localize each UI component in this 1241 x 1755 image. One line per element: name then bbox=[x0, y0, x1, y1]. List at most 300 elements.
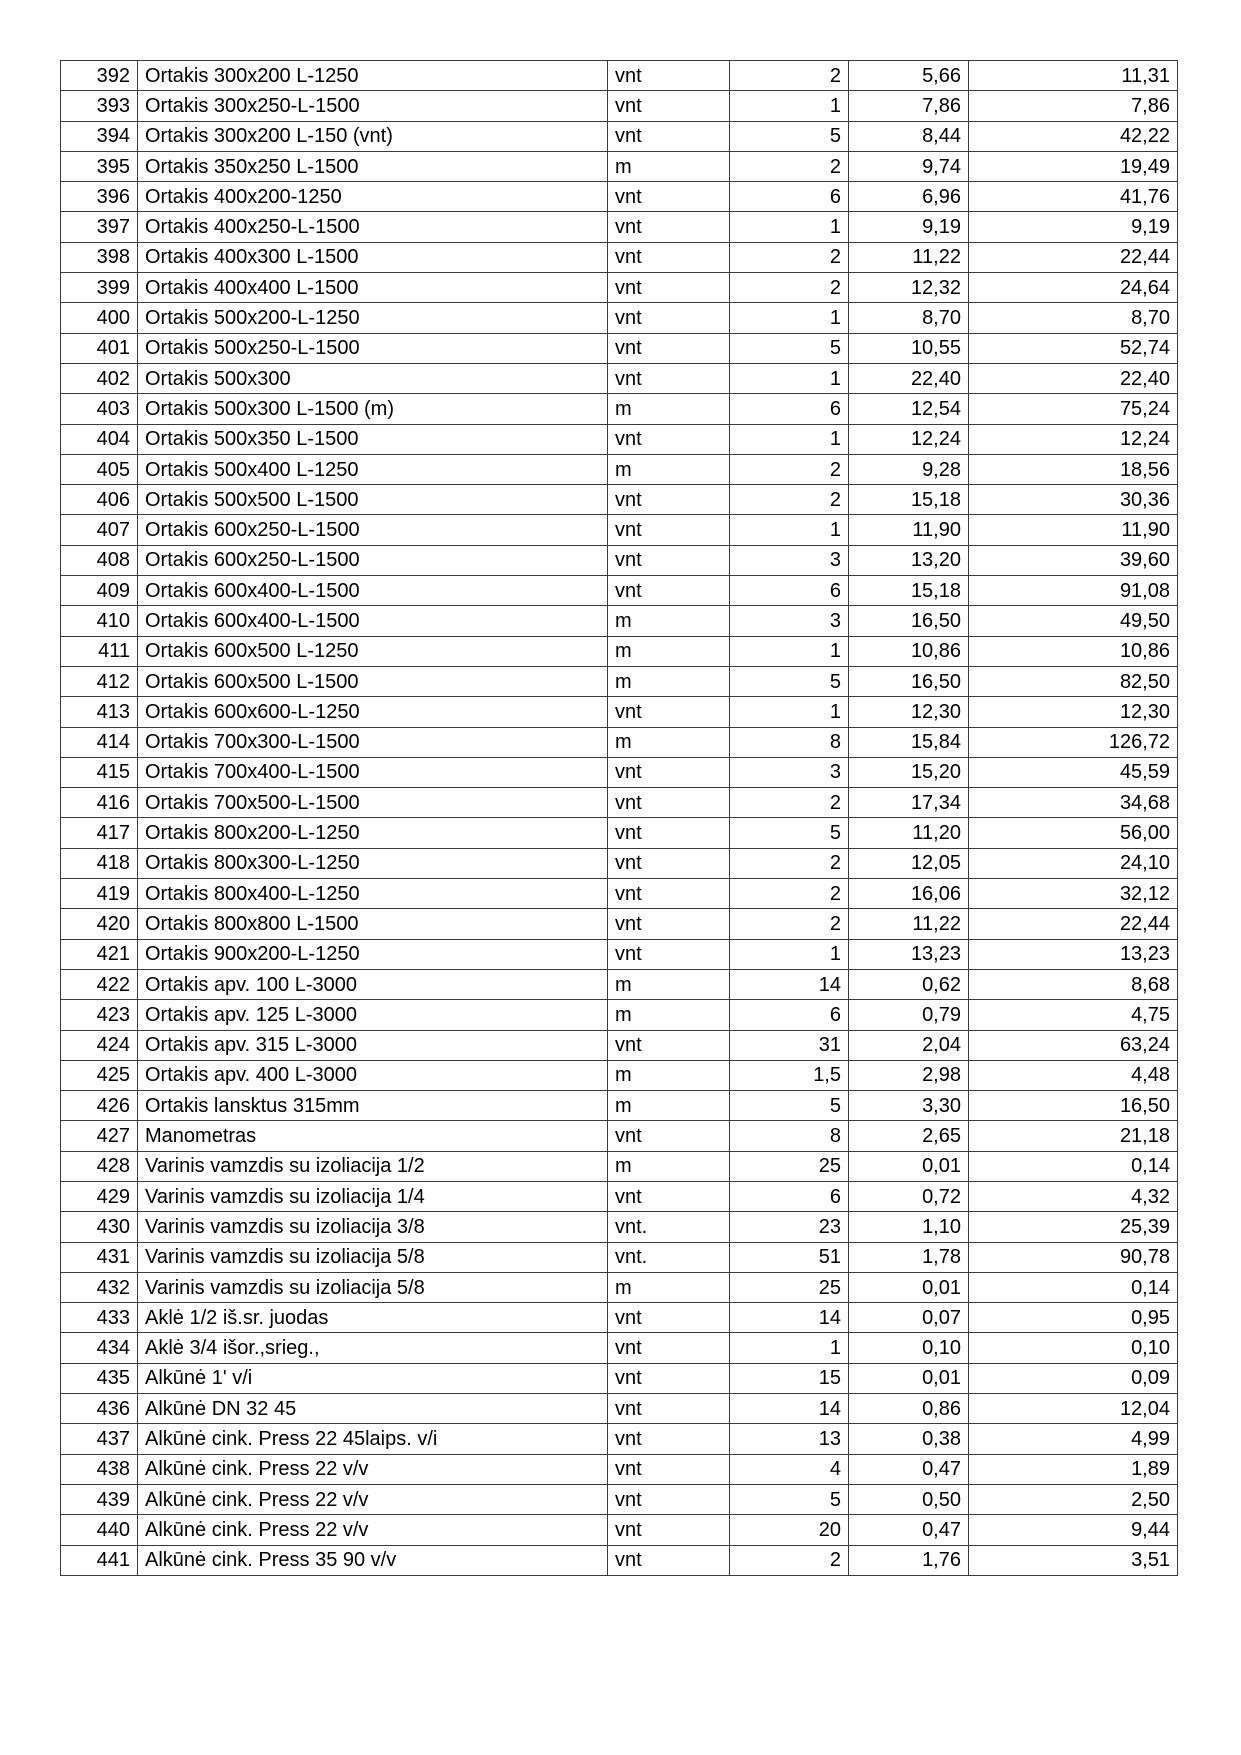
total-cell: 32,12 bbox=[969, 879, 1178, 909]
item-name-cell: Ortakis 300x200 L-1250 bbox=[138, 61, 608, 91]
quantity-cell: 2 bbox=[730, 485, 849, 515]
item-name-cell: Alkūnė DN 32 45 bbox=[138, 1394, 608, 1424]
table-row bbox=[61, 273, 1178, 303]
unit-price-cell: 22,40 bbox=[849, 363, 969, 393]
row-number-cell: 426 bbox=[61, 1091, 138, 1121]
unit-price-cell: 0,50 bbox=[849, 1484, 969, 1514]
item-name-cell: Alkūnė cink. Press 35 90 v/v bbox=[138, 1545, 608, 1575]
unit-cell: vnt bbox=[608, 545, 730, 575]
unit-price-cell: 15,84 bbox=[849, 727, 969, 757]
quantity-cell: 1 bbox=[730, 697, 849, 727]
unit-cell: m bbox=[608, 1272, 730, 1302]
total-cell: 30,36 bbox=[969, 485, 1178, 515]
row-number-cell: 427 bbox=[61, 1121, 138, 1151]
total-cell: 1,89 bbox=[969, 1454, 1178, 1484]
item-name-cell: Ortakis 800x800 L-1500 bbox=[138, 909, 608, 939]
table-row bbox=[61, 666, 1178, 696]
total-cell: 12,04 bbox=[969, 1394, 1178, 1424]
total-cell: 8,70 bbox=[969, 303, 1178, 333]
item-name-cell: Alkūnė cink. Press 22 45laips. v/i bbox=[138, 1424, 608, 1454]
item-name-cell: Ortakis 700x400-L-1500 bbox=[138, 757, 608, 787]
quantity-cell: 3 bbox=[730, 545, 849, 575]
item-name-cell: Ortakis 500x500 L-1500 bbox=[138, 485, 608, 515]
row-number-cell: 422 bbox=[61, 969, 138, 999]
quantity-cell: 6 bbox=[730, 182, 849, 212]
table-row bbox=[61, 61, 1178, 91]
unit-cell: m bbox=[608, 1000, 730, 1030]
total-cell: 39,60 bbox=[969, 545, 1178, 575]
unit-price-cell: 12,05 bbox=[849, 848, 969, 878]
row-number-cell: 420 bbox=[61, 909, 138, 939]
table-row bbox=[61, 1303, 1178, 1333]
unit-price-cell: 9,74 bbox=[849, 151, 969, 181]
item-name-cell: Ortakis 500x300 bbox=[138, 363, 608, 393]
unit-price-cell: 0,47 bbox=[849, 1454, 969, 1484]
row-number-cell: 418 bbox=[61, 848, 138, 878]
total-cell: 25,39 bbox=[969, 1212, 1178, 1242]
unit-price-cell: 9,19 bbox=[849, 212, 969, 242]
quantity-cell: 2 bbox=[730, 788, 849, 818]
unit-price-cell: 16,06 bbox=[849, 879, 969, 909]
unit-cell: m bbox=[608, 606, 730, 636]
item-name-cell: Varinis vamzdis su izoliacija 5/8 bbox=[138, 1242, 608, 1272]
row-number-cell: 435 bbox=[61, 1363, 138, 1393]
unit-cell: vnt bbox=[608, 1303, 730, 1333]
quantity-cell: 2 bbox=[730, 1545, 849, 1575]
table-row bbox=[61, 1484, 1178, 1514]
unit-price-cell: 16,50 bbox=[849, 666, 969, 696]
table-row bbox=[61, 242, 1178, 272]
item-name-cell: Ortakis 500x300 L-1500 (m) bbox=[138, 394, 608, 424]
unit-cell: vnt bbox=[608, 788, 730, 818]
table-row bbox=[61, 636, 1178, 666]
quantity-cell: 1 bbox=[730, 363, 849, 393]
row-number-cell: 399 bbox=[61, 273, 138, 303]
item-name-cell: Manometras bbox=[138, 1121, 608, 1151]
unit-cell: vnt bbox=[608, 485, 730, 515]
table-row bbox=[61, 1000, 1178, 1030]
table-row bbox=[61, 121, 1178, 151]
row-number-cell: 417 bbox=[61, 818, 138, 848]
unit-price-cell: 1,10 bbox=[849, 1212, 969, 1242]
table-row bbox=[61, 576, 1178, 606]
total-cell: 4,48 bbox=[969, 1060, 1178, 1090]
item-name-cell: Ortakis 350x250 L-1500 bbox=[138, 151, 608, 181]
quantity-cell: 1,5 bbox=[730, 1060, 849, 1090]
unit-price-cell: 1,76 bbox=[849, 1545, 969, 1575]
unit-cell: vnt bbox=[608, 273, 730, 303]
total-cell: 22,40 bbox=[969, 363, 1178, 393]
item-name-cell: Ortakis 500x250-L-1500 bbox=[138, 333, 608, 363]
item-name-cell: Ortakis 700x500-L-1500 bbox=[138, 788, 608, 818]
table-row bbox=[61, 757, 1178, 787]
item-name-cell: Ortakis apv. 100 L-3000 bbox=[138, 969, 608, 999]
quantity-cell: 14 bbox=[730, 1303, 849, 1333]
item-name-cell: Ortakis 800x300-L-1250 bbox=[138, 848, 608, 878]
total-cell: 34,68 bbox=[969, 788, 1178, 818]
row-number-cell: 410 bbox=[61, 606, 138, 636]
unit-cell: vnt bbox=[608, 1484, 730, 1514]
row-number-cell: 415 bbox=[61, 757, 138, 787]
unit-cell: vnt bbox=[608, 1121, 730, 1151]
row-number-cell: 405 bbox=[61, 454, 138, 484]
total-cell: 63,24 bbox=[969, 1030, 1178, 1060]
unit-price-cell: 0,79 bbox=[849, 1000, 969, 1030]
unit-cell: vnt bbox=[608, 121, 730, 151]
unit-cell: vnt bbox=[608, 1181, 730, 1211]
total-cell: 24,10 bbox=[969, 848, 1178, 878]
item-name-cell: Varinis vamzdis su izoliacija 1/2 bbox=[138, 1151, 608, 1181]
total-cell: 9,44 bbox=[969, 1515, 1178, 1545]
item-name-cell: Ortakis 600x400-L-1500 bbox=[138, 576, 608, 606]
item-name-cell: Alkūnė cink. Press 22 v/v bbox=[138, 1484, 608, 1514]
inventory-table bbox=[60, 60, 1178, 1576]
unit-price-cell: 17,34 bbox=[849, 788, 969, 818]
item-name-cell: Ortakis apv. 125 L-3000 bbox=[138, 1000, 608, 1030]
table-row bbox=[61, 1030, 1178, 1060]
unit-cell: vnt bbox=[608, 333, 730, 363]
unit-cell: vnt bbox=[608, 939, 730, 969]
unit-price-cell: 15,18 bbox=[849, 485, 969, 515]
quantity-cell: 25 bbox=[730, 1272, 849, 1302]
table-row bbox=[61, 697, 1178, 727]
unit-cell: vnt bbox=[608, 818, 730, 848]
quantity-cell: 6 bbox=[730, 1181, 849, 1211]
row-number-cell: 430 bbox=[61, 1212, 138, 1242]
quantity-cell: 2 bbox=[730, 454, 849, 484]
unit-price-cell: 12,54 bbox=[849, 394, 969, 424]
row-number-cell: 394 bbox=[61, 121, 138, 151]
row-number-cell: 439 bbox=[61, 1484, 138, 1514]
total-cell: 7,86 bbox=[969, 91, 1178, 121]
unit-cell: m bbox=[608, 1060, 730, 1090]
total-cell: 12,30 bbox=[969, 697, 1178, 727]
total-cell: 4,75 bbox=[969, 1000, 1178, 1030]
total-cell: 0,14 bbox=[969, 1151, 1178, 1181]
total-cell: 13,23 bbox=[969, 939, 1178, 969]
unit-cell: m bbox=[608, 454, 730, 484]
quantity-cell: 13 bbox=[730, 1424, 849, 1454]
table-row bbox=[61, 818, 1178, 848]
unit-price-cell: 11,90 bbox=[849, 515, 969, 545]
row-number-cell: 409 bbox=[61, 576, 138, 606]
row-number-cell: 413 bbox=[61, 697, 138, 727]
unit-price-cell: 3,30 bbox=[849, 1091, 969, 1121]
row-number-cell: 436 bbox=[61, 1394, 138, 1424]
item-name-cell: Ortakis 500x400 L-1250 bbox=[138, 454, 608, 484]
unit-cell: vnt bbox=[608, 1545, 730, 1575]
unit-cell: m bbox=[608, 394, 730, 424]
row-number-cell: 392 bbox=[61, 61, 138, 91]
table-row bbox=[61, 606, 1178, 636]
quantity-cell: 3 bbox=[730, 757, 849, 787]
unit-price-cell: 0,07 bbox=[849, 1303, 969, 1333]
table-row bbox=[61, 454, 1178, 484]
row-number-cell: 440 bbox=[61, 1515, 138, 1545]
unit-price-cell: 9,28 bbox=[849, 454, 969, 484]
row-number-cell: 432 bbox=[61, 1272, 138, 1302]
unit-cell: vnt. bbox=[608, 1212, 730, 1242]
table-row bbox=[61, 1424, 1178, 1454]
quantity-cell: 5 bbox=[730, 666, 849, 696]
unit-price-cell: 0,10 bbox=[849, 1333, 969, 1363]
quantity-cell: 2 bbox=[730, 909, 849, 939]
unit-price-cell: 7,86 bbox=[849, 91, 969, 121]
quantity-cell: 8 bbox=[730, 727, 849, 757]
quantity-cell: 1 bbox=[730, 424, 849, 454]
row-number-cell: 419 bbox=[61, 879, 138, 909]
item-name-cell: Ortakis 600x600-L-1250 bbox=[138, 697, 608, 727]
unit-cell: vnt bbox=[608, 848, 730, 878]
total-cell: 21,18 bbox=[969, 1121, 1178, 1151]
row-number-cell: 433 bbox=[61, 1303, 138, 1333]
item-name-cell: Ortakis 500x350 L-1500 bbox=[138, 424, 608, 454]
item-name-cell: Varinis vamzdis su izoliacija 3/8 bbox=[138, 1212, 608, 1242]
unit-cell: m bbox=[608, 1151, 730, 1181]
table-row bbox=[61, 333, 1178, 363]
item-name-cell: Ortakis 800x400-L-1250 bbox=[138, 879, 608, 909]
total-cell: 16,50 bbox=[969, 1091, 1178, 1121]
table-row bbox=[61, 1545, 1178, 1575]
row-number-cell: 437 bbox=[61, 1424, 138, 1454]
table-row bbox=[61, 727, 1178, 757]
row-number-cell: 406 bbox=[61, 485, 138, 515]
total-cell: 91,08 bbox=[969, 576, 1178, 606]
row-number-cell: 416 bbox=[61, 788, 138, 818]
row-number-cell: 438 bbox=[61, 1454, 138, 1484]
item-name-cell: Varinis vamzdis su izoliacija 5/8 bbox=[138, 1272, 608, 1302]
item-name-cell: Ortakis 600x250-L-1500 bbox=[138, 545, 608, 575]
row-number-cell: 407 bbox=[61, 515, 138, 545]
unit-price-cell: 10,86 bbox=[849, 636, 969, 666]
table-row bbox=[61, 939, 1178, 969]
total-cell: 2,50 bbox=[969, 1484, 1178, 1514]
row-number-cell: 403 bbox=[61, 394, 138, 424]
quantity-cell: 1 bbox=[730, 1333, 849, 1363]
table-row bbox=[61, 545, 1178, 575]
unit-price-cell: 0,01 bbox=[849, 1272, 969, 1302]
item-name-cell: Alkūnė 1' v/i bbox=[138, 1363, 608, 1393]
unit-price-cell: 10,55 bbox=[849, 333, 969, 363]
unit-price-cell: 15,18 bbox=[849, 576, 969, 606]
unit-cell: vnt bbox=[608, 91, 730, 121]
row-number-cell: 396 bbox=[61, 182, 138, 212]
item-name-cell: Ortakis apv. 315 L-3000 bbox=[138, 1030, 608, 1060]
quantity-cell: 2 bbox=[730, 273, 849, 303]
item-name-cell: Ortakis 600x250-L-1500 bbox=[138, 515, 608, 545]
table-row bbox=[61, 1060, 1178, 1090]
row-number-cell: 402 bbox=[61, 363, 138, 393]
quantity-cell: 14 bbox=[730, 969, 849, 999]
row-number-cell: 423 bbox=[61, 1000, 138, 1030]
total-cell: 0,10 bbox=[969, 1333, 1178, 1363]
total-cell: 56,00 bbox=[969, 818, 1178, 848]
total-cell: 10,86 bbox=[969, 636, 1178, 666]
total-cell: 52,74 bbox=[969, 333, 1178, 363]
table-row bbox=[61, 1272, 1178, 1302]
item-name-cell: Ortakis lansktus 315mm bbox=[138, 1091, 608, 1121]
unit-cell: m bbox=[608, 666, 730, 696]
quantity-cell: 2 bbox=[730, 848, 849, 878]
item-name-cell: Ortakis 300x200 L-150 (vnt) bbox=[138, 121, 608, 151]
unit-price-cell: 8,70 bbox=[849, 303, 969, 333]
unit-price-cell: 12,24 bbox=[849, 424, 969, 454]
unit-cell: vnt bbox=[608, 242, 730, 272]
unit-price-cell: 12,32 bbox=[849, 273, 969, 303]
unit-cell: vnt. bbox=[608, 1242, 730, 1272]
quantity-cell: 6 bbox=[730, 576, 849, 606]
row-number-cell: 414 bbox=[61, 727, 138, 757]
quantity-cell: 20 bbox=[730, 1515, 849, 1545]
row-number-cell: 425 bbox=[61, 1060, 138, 1090]
table-row bbox=[61, 788, 1178, 818]
quantity-cell: 25 bbox=[730, 1151, 849, 1181]
unit-price-cell: 0,62 bbox=[849, 969, 969, 999]
row-number-cell: 412 bbox=[61, 666, 138, 696]
unit-cell: vnt bbox=[608, 1363, 730, 1393]
total-cell: 0,95 bbox=[969, 1303, 1178, 1333]
row-number-cell: 441 bbox=[61, 1545, 138, 1575]
quantity-cell: 6 bbox=[730, 394, 849, 424]
quantity-cell: 1 bbox=[730, 636, 849, 666]
table-row bbox=[61, 969, 1178, 999]
row-number-cell: 400 bbox=[61, 303, 138, 333]
quantity-cell: 51 bbox=[730, 1242, 849, 1272]
item-name-cell: Ortakis 800x200-L-1250 bbox=[138, 818, 608, 848]
unit-cell: vnt bbox=[608, 1454, 730, 1484]
table-row bbox=[61, 182, 1178, 212]
table-row bbox=[61, 1333, 1178, 1363]
table-row bbox=[61, 515, 1178, 545]
total-cell: 4,99 bbox=[969, 1424, 1178, 1454]
unit-price-cell: 16,50 bbox=[849, 606, 969, 636]
quantity-cell: 5 bbox=[730, 1091, 849, 1121]
quantity-cell: 5 bbox=[730, 1484, 849, 1514]
item-name-cell: Aklė 1/2 iš.sr. juodas bbox=[138, 1303, 608, 1333]
total-cell: 8,68 bbox=[969, 969, 1178, 999]
unit-cell: vnt bbox=[608, 1515, 730, 1545]
quantity-cell: 15 bbox=[730, 1363, 849, 1393]
unit-price-cell: 0,01 bbox=[849, 1363, 969, 1393]
table-row bbox=[61, 1515, 1178, 1545]
item-name-cell: Alkūnė cink. Press 22 v/v bbox=[138, 1515, 608, 1545]
total-cell: 75,24 bbox=[969, 394, 1178, 424]
table-row bbox=[61, 1121, 1178, 1151]
unit-price-cell: 11,22 bbox=[849, 909, 969, 939]
table-row bbox=[61, 424, 1178, 454]
item-name-cell: Ortakis apv. 400 L-3000 bbox=[138, 1060, 608, 1090]
unit-price-cell: 2,98 bbox=[849, 1060, 969, 1090]
unit-cell: vnt bbox=[608, 515, 730, 545]
row-number-cell: 428 bbox=[61, 1151, 138, 1181]
quantity-cell: 2 bbox=[730, 879, 849, 909]
total-cell: 126,72 bbox=[969, 727, 1178, 757]
unit-price-cell: 0,47 bbox=[849, 1515, 969, 1545]
item-name-cell: Ortakis 700x300-L-1500 bbox=[138, 727, 608, 757]
table-row bbox=[61, 1212, 1178, 1242]
total-cell: 41,76 bbox=[969, 182, 1178, 212]
total-cell: 12,24 bbox=[969, 424, 1178, 454]
total-cell: 18,56 bbox=[969, 454, 1178, 484]
quantity-cell: 23 bbox=[730, 1212, 849, 1242]
quantity-cell: 1 bbox=[730, 515, 849, 545]
table-row bbox=[61, 848, 1178, 878]
unit-cell: vnt bbox=[608, 576, 730, 606]
item-name-cell: Ortakis 500x200-L-1250 bbox=[138, 303, 608, 333]
unit-price-cell: 0,72 bbox=[849, 1181, 969, 1211]
unit-price-cell: 11,20 bbox=[849, 818, 969, 848]
total-cell: 24,64 bbox=[969, 273, 1178, 303]
item-name-cell: Ortakis 400x200-1250 bbox=[138, 182, 608, 212]
unit-price-cell: 11,22 bbox=[849, 242, 969, 272]
table-row bbox=[61, 303, 1178, 333]
table-row bbox=[61, 879, 1178, 909]
table-row bbox=[61, 151, 1178, 181]
row-number-cell: 401 bbox=[61, 333, 138, 363]
table-row bbox=[61, 1151, 1178, 1181]
unit-price-cell: 13,20 bbox=[849, 545, 969, 575]
table-row bbox=[61, 1363, 1178, 1393]
row-number-cell: 434 bbox=[61, 1333, 138, 1363]
unit-price-cell: 0,86 bbox=[849, 1394, 969, 1424]
quantity-cell: 1 bbox=[730, 939, 849, 969]
table-row bbox=[61, 1454, 1178, 1484]
unit-cell: vnt bbox=[608, 1424, 730, 1454]
unit-price-cell: 0,38 bbox=[849, 1424, 969, 1454]
unit-price-cell: 15,20 bbox=[849, 757, 969, 787]
unit-cell: m bbox=[608, 1091, 730, 1121]
table-row bbox=[61, 212, 1178, 242]
unit-cell: m bbox=[608, 727, 730, 757]
unit-price-cell: 6,96 bbox=[849, 182, 969, 212]
total-cell: 49,50 bbox=[969, 606, 1178, 636]
row-number-cell: 393 bbox=[61, 91, 138, 121]
unit-price-cell: 0,01 bbox=[849, 1151, 969, 1181]
quantity-cell: 4 bbox=[730, 1454, 849, 1484]
row-number-cell: 431 bbox=[61, 1242, 138, 1272]
unit-cell: m bbox=[608, 151, 730, 181]
total-cell: 0,14 bbox=[969, 1272, 1178, 1302]
total-cell: 3,51 bbox=[969, 1545, 1178, 1575]
table-row bbox=[61, 394, 1178, 424]
table-body bbox=[61, 61, 1178, 1576]
quantity-cell: 31 bbox=[730, 1030, 849, 1060]
item-name-cell: Ortakis 400x400 L-1500 bbox=[138, 273, 608, 303]
quantity-cell: 14 bbox=[730, 1394, 849, 1424]
quantity-cell: 2 bbox=[730, 242, 849, 272]
table-row bbox=[61, 91, 1178, 121]
total-cell: 0,09 bbox=[969, 1363, 1178, 1393]
item-name-cell: Alkūnė cink. Press 22 v/v bbox=[138, 1454, 608, 1484]
row-number-cell: 429 bbox=[61, 1181, 138, 1211]
unit-cell: m bbox=[608, 636, 730, 666]
unit-cell: m bbox=[608, 969, 730, 999]
row-number-cell: 408 bbox=[61, 545, 138, 575]
unit-cell: vnt bbox=[608, 1394, 730, 1424]
total-cell: 82,50 bbox=[969, 666, 1178, 696]
item-name-cell: Ortakis 600x400-L-1500 bbox=[138, 606, 608, 636]
total-cell: 90,78 bbox=[969, 1242, 1178, 1272]
row-number-cell: 404 bbox=[61, 424, 138, 454]
row-number-cell: 411 bbox=[61, 636, 138, 666]
unit-price-cell: 2,04 bbox=[849, 1030, 969, 1060]
total-cell: 9,19 bbox=[969, 212, 1178, 242]
unit-price-cell: 13,23 bbox=[849, 939, 969, 969]
item-name-cell: Ortakis 400x300 L-1500 bbox=[138, 242, 608, 272]
quantity-cell: 5 bbox=[730, 818, 849, 848]
unit-cell: vnt bbox=[608, 182, 730, 212]
unit-price-cell: 1,78 bbox=[849, 1242, 969, 1272]
